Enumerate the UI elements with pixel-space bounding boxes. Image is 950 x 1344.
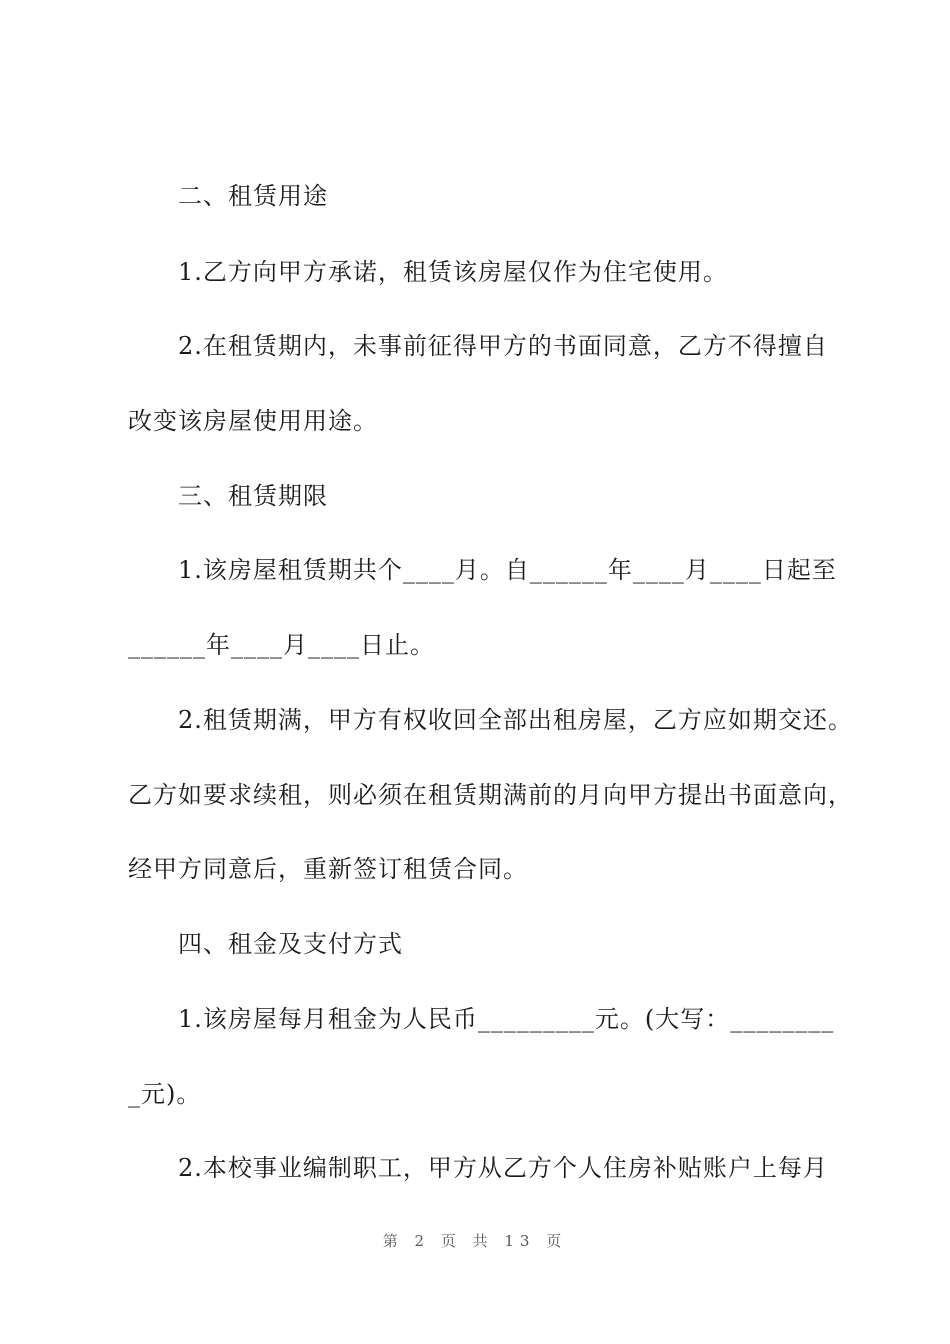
page-footer: 第 2 页 共 13 页: [382, 1232, 568, 1250]
paragraph-line: 2.在租赁期内，未事前征得甲方的书面同意，乙方不得擅自: [178, 332, 828, 360]
paragraph-line: 2.租赁期满，甲方有权收回全部出租房屋，乙方应如期交还。: [178, 706, 853, 734]
section-heading-lease-purpose: 二、租赁用途: [178, 182, 328, 210]
paragraph-line: ______年____月____日止。: [128, 631, 435, 659]
paragraph-line: 2.本校事业编制职工，甲方从乙方个人住房补贴账户上每月: [178, 1154, 828, 1182]
paragraph-line: 1.该房屋每月租金为人民币_________元。(大写：________: [178, 1005, 835, 1033]
section-heading-rent-payment: 四、租金及支付方式: [178, 930, 403, 958]
paragraph-line: 经甲方同意后，重新签订租赁合同。: [128, 855, 528, 883]
paragraph-line: 1.该房屋租赁期共个____月。自______年____月____日起至: [178, 556, 837, 584]
section-heading-lease-term: 三、租赁期限: [178, 482, 328, 510]
paragraph-line: 乙方如要求续租，则必须在租赁期满前的月向甲方提出书面意向，: [128, 781, 853, 809]
paragraph-line: 改变该房屋使用用途。: [128, 407, 378, 435]
paragraph-line: _元)。: [128, 1080, 202, 1108]
paragraph-line: 1.乙方向甲方承诺，租赁该房屋仅作为住宅使用。: [178, 258, 728, 286]
